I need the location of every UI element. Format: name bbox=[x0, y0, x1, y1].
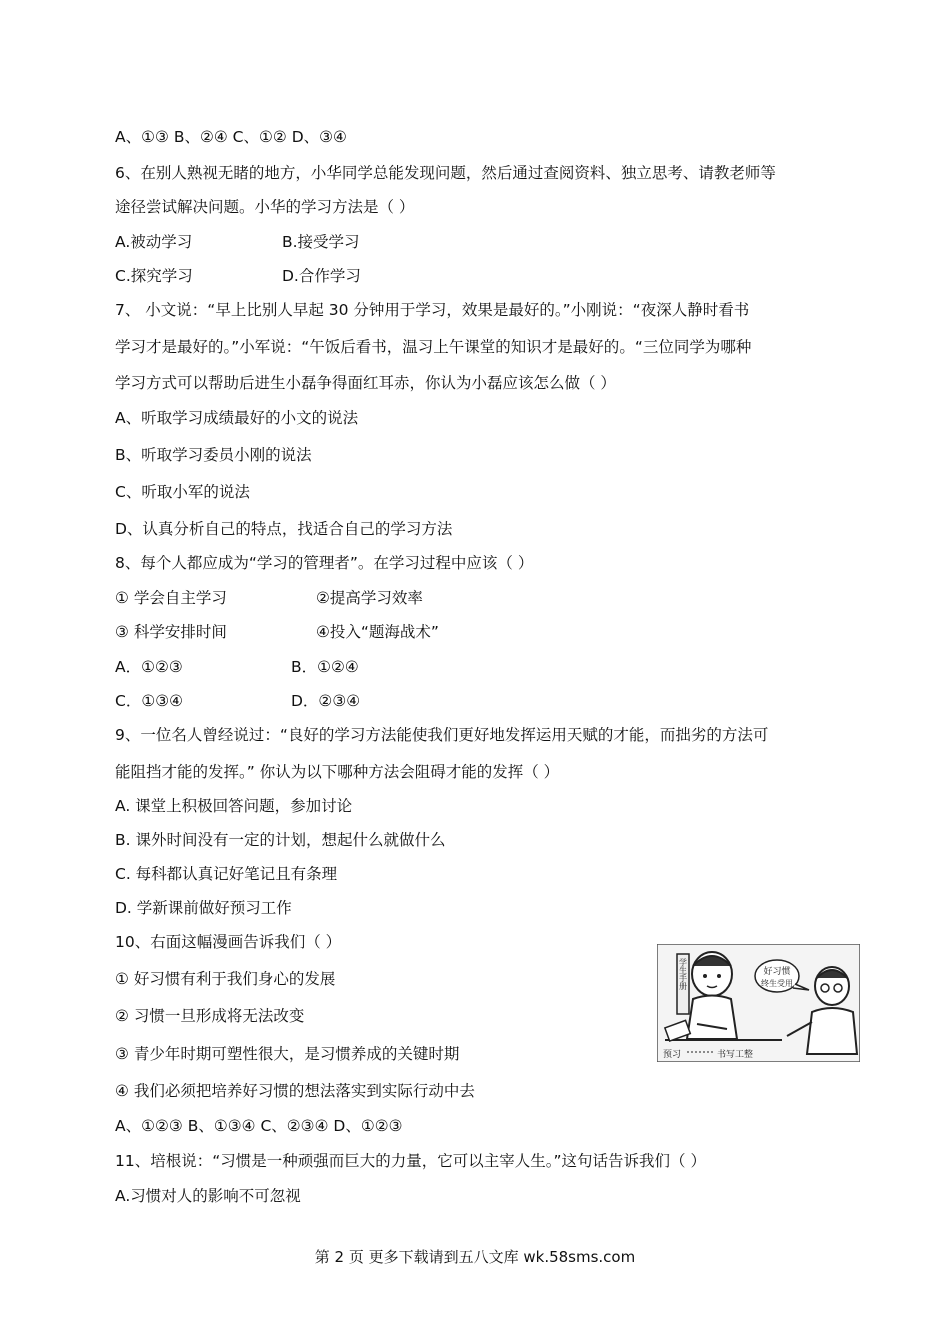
q7-option-a: A、听取学习成绩最好的小文的说法 bbox=[115, 409, 359, 427]
handbook bbox=[677, 954, 689, 1014]
q6-stem-line2: 途径尝试解决问题。小华的学习方法是（ ） bbox=[115, 198, 415, 216]
q8-option-a: A．①②③ bbox=[115, 658, 183, 676]
q9-option-a: A. 课堂上积极回答问题，参加讨论 bbox=[115, 797, 353, 815]
q9-option-b: B. 课外时间没有一定的计划，想起什么就做什么 bbox=[115, 831, 446, 849]
q6-option-c: C.探究学习 bbox=[115, 267, 193, 285]
q6-option-b: B.接受学习 bbox=[282, 233, 360, 251]
q8-item2: ②提高学习效率 bbox=[316, 589, 423, 607]
q7-option-c: C、听取小军的说法 bbox=[115, 483, 250, 501]
q8-stem: 8、每个人都应成为“学习的管理者”。在学习过程中应该（ ） bbox=[115, 554, 534, 572]
bubble-line2: 终生受用 bbox=[761, 979, 793, 988]
q7-stem-line1: 7、 小文说：“早上比别人早起 30 分钟用于学习，效果是最好的。”小刚说：“夜深人静时看书 bbox=[115, 301, 750, 319]
q7-stem-line2: 学习才是最好的。”小军说：“午饭后看书，温习上午课堂的知识才是最好的。“三位同学为哪种 bbox=[115, 338, 752, 356]
q8-item4: ④投入“题海战术” bbox=[316, 623, 439, 641]
q10-item4: ④ 我们必须把培养好习惯的想法落实到实际行动中去 bbox=[115, 1082, 475, 1100]
q10-item2: ② 习惯一旦形成将无法改变 bbox=[115, 1007, 305, 1025]
q5-options: A、①③ B、②④ C、①② D、③④ bbox=[115, 128, 347, 146]
habit-cartoon-image bbox=[657, 944, 860, 1062]
caption-left: 预习 bbox=[663, 1050, 682, 1060]
q10-options: A、①②③ B、①③④ C、②③④ D、①②③ bbox=[115, 1117, 403, 1135]
q7-option-b: B、听取学习委员小刚的说法 bbox=[115, 446, 312, 464]
q9-option-d: D. 学新课前做好预习工作 bbox=[115, 899, 292, 917]
page-footer: 第 2 页 更多下载请到五八文库 wk.58sms.com bbox=[314, 1248, 636, 1266]
bubble-line1: 好习惯 bbox=[763, 967, 791, 977]
q8-option-c: C．①③④ bbox=[115, 692, 184, 710]
caption-right: 书写工整 bbox=[717, 1050, 754, 1060]
q8-item3: ③ 科学安排时间 bbox=[115, 623, 227, 641]
q8-option-b: B．①②④ bbox=[291, 658, 359, 676]
q6-stem-line1: 6、在别人熟视无睹的地方，小华同学总能发现问题，然后通过查阅资料、独立思考、请教老师等 bbox=[115, 164, 776, 182]
q10-stem: 10、右面这幅漫画告诉我们（ ） bbox=[115, 933, 342, 951]
q11-option-a: A.习惯对人的影响不可忽视 bbox=[115, 1187, 301, 1205]
q8-option-d: D．②③④ bbox=[291, 692, 361, 710]
q9-option-c: C. 每科都认真记好笔记且有条理 bbox=[115, 865, 338, 883]
book-text: 学生手册 bbox=[678, 958, 688, 990]
q6-option-d: D.合作学习 bbox=[282, 267, 361, 285]
q10-item3: ③ 青少年时期可塑性很大，是习惯养成的关键时期 bbox=[115, 1045, 460, 1063]
q9-stem-line2: 能阻挡才能的发挥。” 你认为以下哪种方法会阻碍才能的发挥（ ） bbox=[115, 763, 560, 781]
q7-option-d: D、认真分析自己的特点，找适合自己的学习方法 bbox=[115, 520, 453, 538]
q7-stem-line3: 学习方式可以帮助后进生小磊争得面红耳赤，你认为小磊应该怎么做（ ） bbox=[115, 374, 616, 392]
q10-item1: ① 好习惯有利于我们身心的发展 bbox=[115, 970, 336, 988]
q9-stem-line1: 9、一位名人曾经说过：“良好的学习方法能使我们更好地发挥运用天赋的才能，而拙劣的方法可 bbox=[115, 726, 769, 744]
q8-item1: ① 学会自主学习 bbox=[115, 589, 227, 607]
q6-option-a: A.被动学习 bbox=[115, 233, 193, 251]
q11-stem: 11、培根说：“习惯是一种顽强而巨大的力量，它可以主宰人生。”这句话告诉我们（ ） bbox=[115, 1152, 706, 1170]
